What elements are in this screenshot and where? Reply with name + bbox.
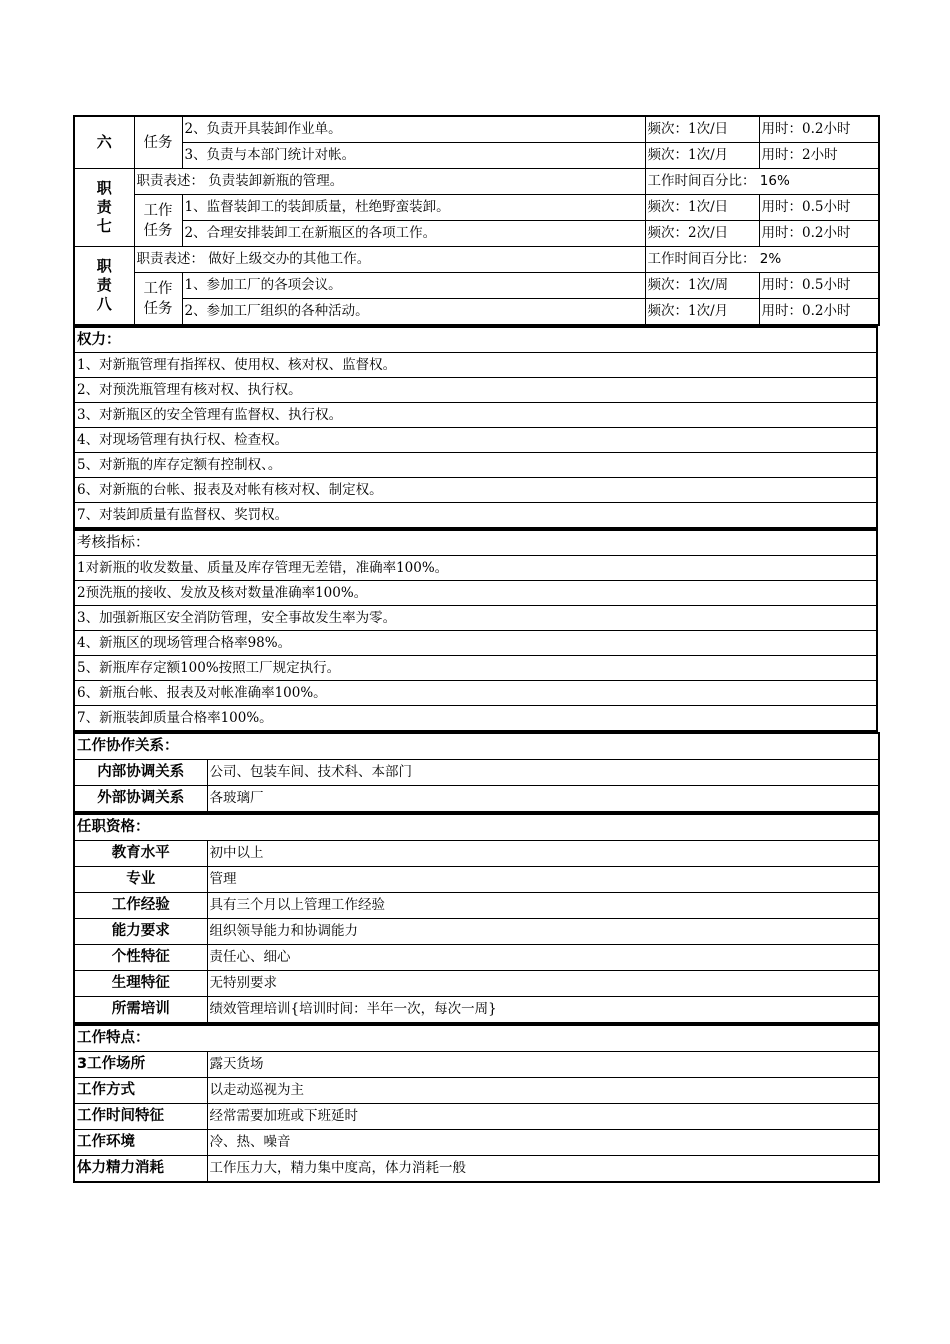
job-description-sheet (73, 115, 878, 1183)
assessment-table (73, 529, 878, 732)
qualification-value: 责任心、细心 (207, 945, 879, 971)
duty-eight-task-2-time: 用时：0.2小时 (759, 299, 879, 326)
duty-eight-task-1: 1、参加工厂的各项会议。 (182, 273, 645, 299)
cooperation-value: 各玻璃厂 (207, 786, 879, 813)
cooperation-key: 外部协调关系 (74, 786, 207, 813)
duty-eight-row-2 (74, 273, 879, 299)
authority-item: 7、对装卸质量有监督权、奖罚权。 (74, 503, 877, 529)
duty-seven-task-2-time: 用时：0.2小时 (759, 221, 879, 247)
features-value: 露天货场 (207, 1052, 879, 1078)
duty-seven-task-2-freq: 频次：2次/日 (645, 221, 759, 247)
qualification-value: 初中以上 (207, 841, 879, 867)
duty-eight-task-1-freq: 频次：1次/周 (645, 273, 759, 299)
duty-eight-row-1 (74, 247, 879, 273)
authority-title: 权力： (74, 327, 877, 353)
cooperation-key: 内部协调关系 (74, 760, 207, 786)
assessment-item: 6、新瓶台帐、报表及对帐准确率100%。 (74, 681, 877, 706)
duty-eight-task-label (134, 273, 182, 326)
duty-seven-task-2: 2、合理安排装卸工在新瓶区的各项工作。 (182, 221, 645, 247)
duty-six-task-2: 3、负责与本部门统计对帐。 (182, 143, 645, 169)
duty-eight-task-label-text: 工作任务 (143, 280, 173, 317)
duty-eight-statement: 职责表述： 做好上级交办的其他工作。 (134, 247, 645, 273)
qualification-table (73, 813, 880, 1024)
duty-seven-task-label-text: 工作任务 (143, 202, 173, 239)
features-row (74, 1078, 879, 1104)
qualification-row (74, 867, 879, 893)
qualification-row (74, 919, 879, 945)
authority-table (73, 326, 878, 529)
duty-eight-task-1-time: 用时：0.5小时 (759, 273, 879, 299)
qualification-row (74, 841, 879, 867)
features-value: 经常需要加班或下班延时 (207, 1104, 879, 1130)
features-key: 工作方式 (74, 1078, 207, 1104)
qualification-row (74, 893, 879, 919)
duty-seven-label (74, 169, 134, 247)
authority-item: 2、对预洗瓶管理有核对权、执行权。 (74, 378, 877, 403)
features-value: 工作压力大，精力集中度高，体力消耗一般 (207, 1156, 879, 1183)
duty-eight-task-2: 2、参加工厂组织的各种活动。 (182, 299, 645, 326)
duty-six-task-2-freq: 频次：1次/月 (645, 143, 759, 169)
duty-seven-task-label (134, 195, 182, 247)
qualification-row (74, 945, 879, 971)
qualification-key: 教育水平 (74, 841, 207, 867)
features-key: 体力精力消耗 (74, 1156, 207, 1183)
duty-eight-percent: 工作时间百分比： 2% (645, 247, 879, 273)
cooperation-row (74, 786, 879, 813)
qualification-value: 无特别要求 (207, 971, 879, 997)
assessment-item: 3、加强新瓶区安全消防管理，安全事故发生率为零。 (74, 606, 877, 631)
duty-six-task-label: 任务 (134, 116, 182, 169)
duty-six-task-1: 2、负责开具装卸作业单。 (182, 116, 645, 143)
duty-seven-task-1-time: 用时：0.5小时 (759, 195, 879, 221)
duty-eight-label-text: 职责八 (96, 257, 112, 313)
features-row (74, 1052, 879, 1078)
duty-six-task-1-time: 用时：0.2小时 (759, 116, 879, 143)
features-row (74, 1130, 879, 1156)
features-row (74, 1156, 879, 1183)
assessment-item: 1对新瓶的收发数量、质量及库存管理无差错，准确率100%。 (74, 556, 877, 581)
duty-eight-row-3 (74, 299, 879, 326)
duty-eight-task-2-freq: 频次：1次/月 (645, 299, 759, 326)
features-value: 以走动巡视为主 (207, 1078, 879, 1104)
authority-item: 4、对现场管理有执行权、检查权。 (74, 428, 877, 453)
qualification-value: 管理 (207, 867, 879, 893)
duty-six-label: 六 (74, 116, 134, 169)
cooperation-value: 公司、包装车间、技术科、本部门 (207, 760, 879, 786)
features-value: 冷、热、噪音 (207, 1130, 879, 1156)
duty-six-task-1-freq: 频次：1次/日 (645, 116, 759, 143)
cooperation-title: 工作协作关系： (74, 733, 879, 760)
duty-seven-label-text: 职责七 (96, 179, 112, 235)
duty-six-row-2 (74, 143, 879, 169)
qualification-key: 能力要求 (74, 919, 207, 945)
assessment-item: 4、新瓶区的现场管理合格率98%。 (74, 631, 877, 656)
qualification-title: 任职资格： (74, 814, 879, 841)
qualification-key: 所需培训 (74, 997, 207, 1024)
qualification-key: 工作经验 (74, 893, 207, 919)
duty-six-task-2-time: 用时：2小时 (759, 143, 879, 169)
duty-seven-percent: 工作时间百分比： 16% (645, 169, 879, 195)
features-table (73, 1024, 880, 1183)
duty-seven-statement: 职责表述： 负责装卸新瓶的管理。 (134, 169, 645, 195)
features-key: 3工作场所 (74, 1052, 207, 1078)
duty-seven-row-2 (74, 195, 879, 221)
features-title: 工作特点： (74, 1025, 879, 1052)
duty-seven-task-1-freq: 频次：1次/日 (645, 195, 759, 221)
features-row (74, 1104, 879, 1130)
features-key: 工作环境 (74, 1130, 207, 1156)
qualification-value: 具有三个月以上管理工作经验 (207, 893, 879, 919)
duty-seven-row-1 (74, 169, 879, 195)
authority-item: 1、对新瓶管理有指挥权、使用权、核对权、监督权。 (74, 353, 877, 378)
features-key: 工作时间特征 (74, 1104, 207, 1130)
qualification-row (74, 971, 879, 997)
duties-table (73, 115, 880, 326)
qualification-value: 绩效管理培训{培训时间：半年一次，每次一周} (207, 997, 879, 1024)
authority-item: 6、对新瓶的台帐、报表及对帐有核对权、制定权。 (74, 478, 877, 503)
qualification-key: 个性特征 (74, 945, 207, 971)
cooperation-table (73, 732, 880, 813)
assessment-title: 考核指标： (74, 530, 877, 556)
assessment-item: 2预洗瓶的接收、发放及核对数量准确率100%。 (74, 581, 877, 606)
assessment-item: 5、新瓶库存定额100%按照工厂规定执行。 (74, 656, 877, 681)
duty-eight-label (74, 247, 134, 326)
duty-six-row-1 (74, 116, 879, 143)
qualification-row (74, 997, 879, 1024)
duty-seven-row-3 (74, 221, 879, 247)
assessment-item: 7、新瓶装卸质量合格率100%。 (74, 706, 877, 732)
cooperation-row (74, 760, 879, 786)
qualification-value: 组织领导能力和协调能力 (207, 919, 879, 945)
qualification-key: 生理特征 (74, 971, 207, 997)
qualification-key: 专业 (74, 867, 207, 893)
authority-item: 5、对新瓶的库存定额有控制权、。 (74, 453, 877, 478)
duty-seven-task-1: 1、监督装卸工的装卸质量，杜绝野蛮装卸。 (182, 195, 645, 221)
authority-item: 3、对新瓶区的安全管理有监督权、执行权。 (74, 403, 877, 428)
